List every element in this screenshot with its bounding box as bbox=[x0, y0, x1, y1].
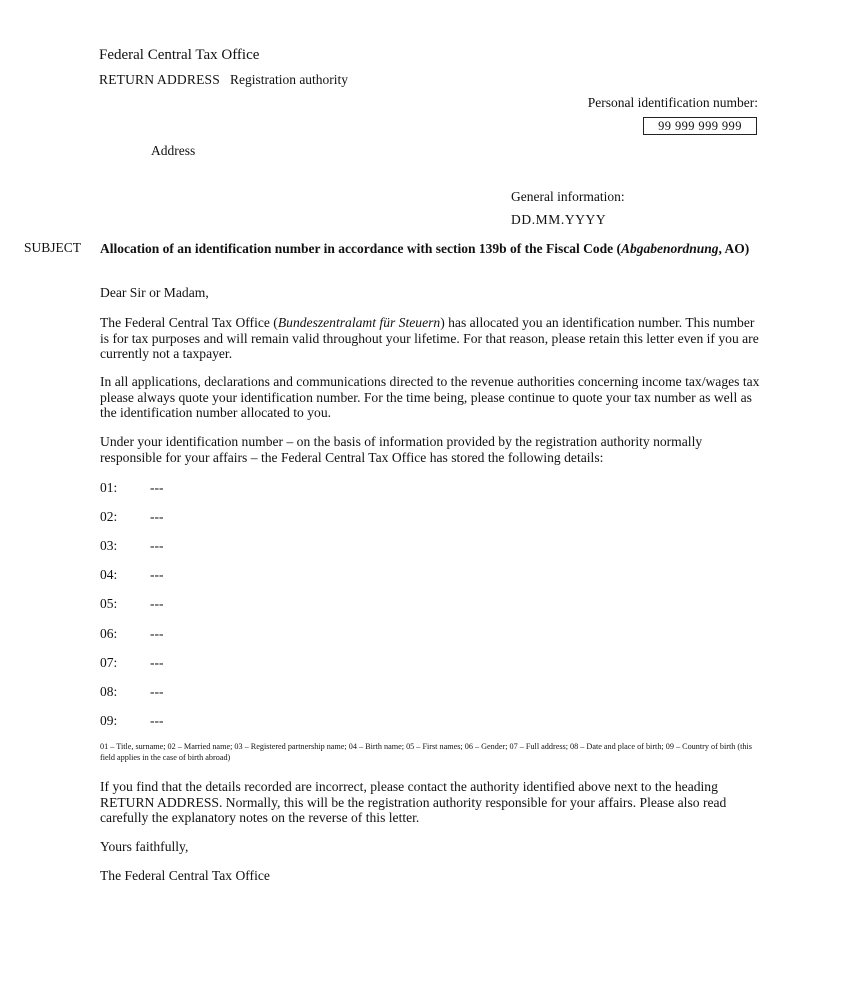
paragraph-allocation-part1: The Federal Central Tax Office ( bbox=[100, 315, 278, 330]
detail-row-07 bbox=[100, 655, 164, 671]
return-address-value: Registration authority bbox=[229, 72, 349, 87]
address-label: Address bbox=[151, 143, 196, 158]
closing: Yours faithfully, bbox=[100, 839, 189, 854]
detail-row-09 bbox=[100, 713, 164, 729]
detail-value: --- bbox=[150, 567, 164, 582]
subject-text bbox=[100, 240, 760, 257]
detail-value: --- bbox=[150, 480, 164, 495]
sender-office-name: Federal Central Tax Office bbox=[99, 47, 260, 63]
subject-text-italic: Abgabenordnung bbox=[620, 241, 719, 256]
return-address-label: RETURN ADDRESS bbox=[99, 72, 220, 87]
detail-code: 04: bbox=[100, 567, 118, 582]
salutation: Dear Sir or Madam, bbox=[100, 285, 209, 300]
paragraph-allocation bbox=[100, 315, 760, 362]
paragraph-allocation-italic: Bundeszentralamt für Steuern bbox=[277, 315, 441, 330]
paragraph-applications: In all applications, declarations and communications directed to the revenue authorities concerning income tax/wages tax please always quote your identification number. For the time being, please continue to quote your tax number as well as the identification number allocated to you. bbox=[100, 374, 760, 420]
detail-code: 06: bbox=[100, 626, 118, 641]
detail-row-04 bbox=[100, 567, 164, 583]
detail-row-05 bbox=[100, 596, 164, 612]
field-legend-footnote: 01 – Title, surname; 02 – Married name; 03 – Registered partnership name; 04 – Birth name; 05 – First names; 06 – Gender; 07 – Full address; 08 – Date and place of birth; 09 – Country of birth (this field applies in the case of birth abroad) bbox=[100, 742, 752, 762]
detail-code: 03: bbox=[100, 538, 118, 553]
detail-code: 05: bbox=[100, 596, 118, 611]
subject-label: SUBJECT bbox=[24, 240, 82, 255]
detail-row-08 bbox=[100, 684, 164, 700]
detail-code: 09: bbox=[100, 713, 118, 728]
detail-value: --- bbox=[150, 684, 164, 699]
detail-row-02 bbox=[100, 509, 164, 525]
detail-code: 02: bbox=[100, 509, 118, 524]
paragraph-incorrect-details: If you find that the details recorded are incorrect, please contact the authority identified above next to the heading RETURN ADDRESS. Normally, this will be the registration authority responsible for your affairs. Please also read carefully the explanatory notes on the reverse of this letter. bbox=[100, 779, 727, 825]
subject-text-part2: , AO) bbox=[718, 241, 750, 256]
detail-code: 07: bbox=[100, 655, 118, 670]
detail-row-03 bbox=[100, 538, 164, 554]
detail-row-01 bbox=[100, 480, 164, 496]
signature: The Federal Central Tax Office bbox=[100, 868, 270, 883]
personal-id-number-box: 99 999 999 999 bbox=[643, 117, 757, 135]
detail-value: --- bbox=[150, 596, 164, 611]
detail-row-06 bbox=[100, 626, 164, 642]
paragraph-allocation-part2: ) has allocated you an identification number. This number is for tax purposes and will remain valid throughout your lifetime. For that reason, please retain this letter even if you are currently not a taxpayer. bbox=[100, 315, 759, 361]
detail-code: 01: bbox=[100, 480, 118, 495]
paragraph-stored-details: Under your identification number – on the basis of information provided by the registration authority normally responsible for your affairs – the Federal Central Tax Office has stored the following details: bbox=[100, 434, 703, 465]
detail-value: --- bbox=[150, 538, 164, 553]
subject-text-part1: Allocation of an identification number in accordance with section 139b of the Fiscal Code ( bbox=[100, 241, 621, 256]
detail-value: --- bbox=[150, 626, 164, 641]
letter-date: DD.MM.YYYY bbox=[511, 212, 607, 227]
detail-value: --- bbox=[150, 509, 164, 524]
general-info-label: General information: bbox=[511, 189, 625, 204]
return-address-line bbox=[99, 72, 348, 88]
personal-id-label: Personal identification number: bbox=[587, 95, 758, 110]
detail-code: 08: bbox=[100, 684, 118, 699]
detail-value: --- bbox=[150, 655, 164, 670]
detail-value: --- bbox=[150, 713, 164, 728]
